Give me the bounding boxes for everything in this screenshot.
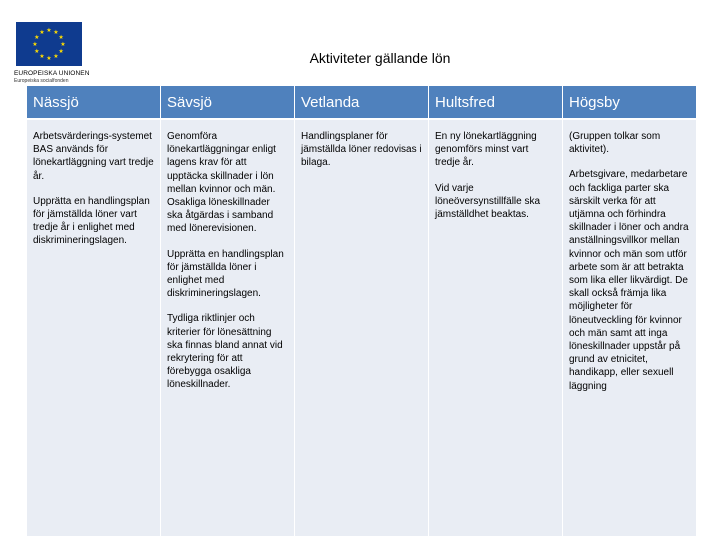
star-icon: ★	[53, 29, 59, 36]
table-cell-hogsby	[563, 120, 697, 536]
column-header: Nässjö	[27, 86, 161, 120]
cell-paragraph: Genomföra lönekartläggningar enligt lagens krav för att upptäcka skillnader i lön mellan kvinnor och män. Osakliga löneskillnader ska åtgärdas i samband med lönerevisionen.	[167, 131, 276, 235]
star-icon: ★	[46, 28, 52, 34]
eu-flag-icon	[16, 22, 82, 66]
logo-text-line1: EUROPEISKA UNIONEN	[14, 70, 90, 77]
page-title: Aktiviteter gällande lön	[309, 50, 451, 66]
star-icon: ★	[39, 54, 45, 61]
star-icon: ★	[58, 35, 64, 41]
table-cell-vetlanda	[295, 120, 429, 536]
table-cell-savsjo	[161, 120, 295, 536]
logo-text-line2: Europeiska socialfonden	[14, 78, 69, 84]
star-icon: ★	[53, 54, 59, 61]
star-icon: ★	[34, 35, 40, 41]
table-cell-nassjo	[27, 120, 161, 536]
star-icon: ★	[39, 29, 45, 36]
star-icon: ★	[60, 42, 66, 48]
column-header: Vetlanda	[295, 86, 429, 120]
star-icon: ★	[34, 49, 40, 55]
activities-table	[27, 86, 697, 536]
cell-paragraph: Upprätta en handlingsplan för jämställda löner i enlighet med diskrimineringslagen.	[167, 248, 284, 300]
cell-paragraph: En ny lönekartläggning genomförs minst vart tredje år.	[435, 131, 537, 169]
column-header: Högsby	[563, 86, 697, 120]
column-header: Sävsjö	[161, 86, 295, 120]
star-icon: ★	[46, 56, 52, 62]
table-cell-hultsfred	[429, 120, 563, 536]
cell-paragraph: Vid varje löneöversynstillfälle ska jämställdhet beaktas.	[435, 182, 541, 221]
cell-paragraph: Tydliga riktlinjer och kriterier för lönesättning ska finnas bland annat vid rekrytering för att förebygga osakliga löneskillnader.	[167, 313, 283, 391]
star-icon: ★	[58, 49, 64, 55]
star-icon: ★	[32, 42, 38, 48]
cell-paragraph: Handlingsplaner för jämställda löner redovisas i bilaga.	[301, 131, 422, 169]
cell-paragraph: Arbetsgivare, medarbetare och fackliga parter ska särskilt verka för att utjämna och förhindra skillnader i löner och andra anställningsvillkor mellan kvinnor och män som utför arbete som är att betrakta som lika eller likvärdigt. De skall också främja lika möjligheter för löneutveckling för kvinnor och män samt att inga löneskillnader uppstår på grund av etnicitet, handikapp, eller sexuell läggning	[569, 169, 689, 392]
cell-paragraph: Upprätta en handlingsplan för jämställda löner vart tredje år i enlighet med diskrimineringslagen.	[33, 195, 150, 247]
eu-logo	[14, 22, 90, 84]
column-header: Hultsfred	[429, 86, 563, 120]
cell-paragraph: (Gruppen tolkar som aktivitet).	[569, 131, 661, 156]
cell-paragraph: Arbetsvärderings-systemet BAS används för lönekartläggning vart tredje år.	[33, 131, 154, 182]
